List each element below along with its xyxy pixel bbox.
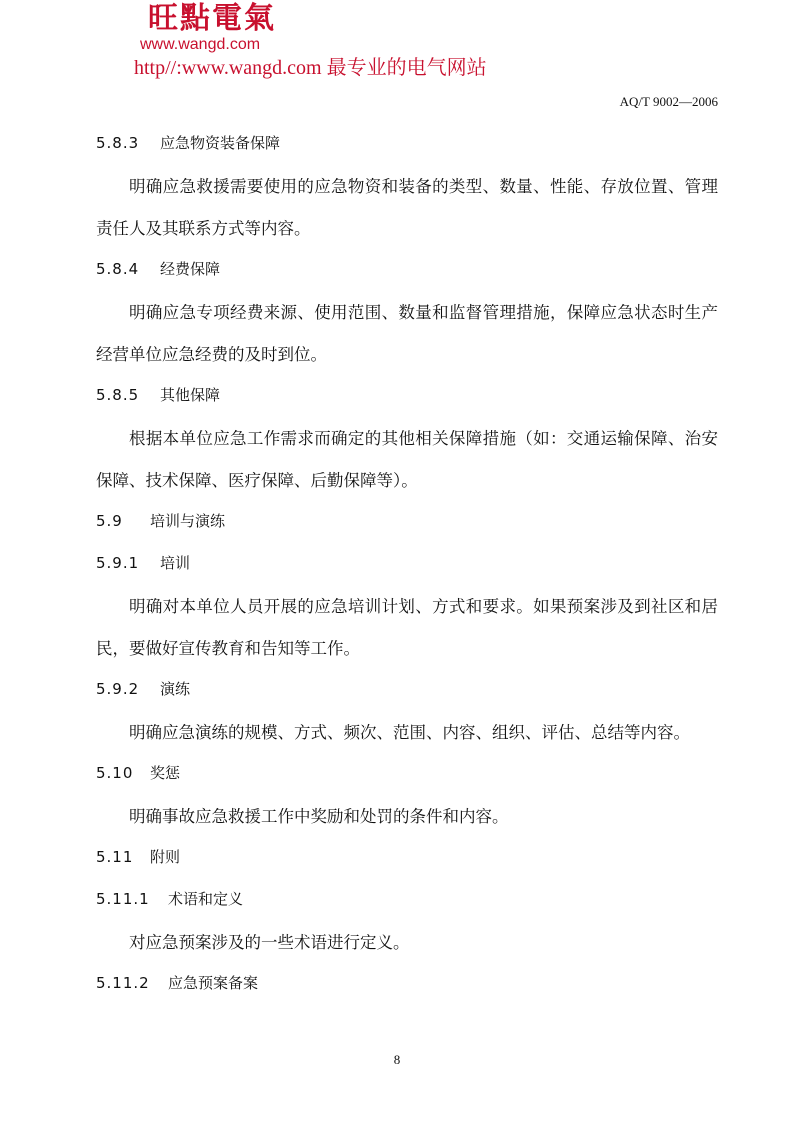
- page-number: 8: [393, 1052, 401, 1067]
- watermark-tagline: http//:www.wangd.com 最专业的电气网站: [134, 57, 487, 79]
- section-title: 奖惩: [150, 764, 181, 782]
- section-paragraph: 明确应急救援需要使用的应急物资和装备的类型、数量、性能、存放位置、管理责任人及其联系方式等内容。: [96, 177, 718, 238]
- section-title: 附则: [150, 848, 181, 866]
- section-heading: [96, 250, 718, 292]
- watermark-domain: www.wangd.com: [140, 36, 261, 53]
- section-heading: [96, 124, 718, 166]
- section-paragraph: 根据本单位应急工作需求而确定的其他相关保障措施（如：交通运输保障、治安保障、技术保障、医疗保障、后勤保障等）。: [96, 429, 718, 490]
- section-title: 培训与演练: [150, 512, 226, 530]
- watermark-logo: 旺點電氣: [148, 1, 276, 36]
- document-body: [96, 124, 718, 1006]
- section-title: 术语和定义: [168, 890, 244, 908]
- section-number: 5.8.5: [96, 386, 140, 404]
- section-paragraph: 明确应急演练的规模、方式、频次、范围、内容、组织、评估、总结等内容。: [129, 723, 690, 742]
- section-paragraph: 对应急预案涉及的一些术语进行定义。: [129, 933, 410, 952]
- section-paragraph: 明确对本单位人员开展的应急培训计划、方式和要求。如果预案涉及到社区和居民，要做好宣传教育和告知等工作。: [96, 597, 718, 658]
- section-number: 5.11.2: [96, 974, 150, 992]
- section-number: 5.9.2: [96, 680, 140, 698]
- section-title: 应急预案备案: [168, 974, 259, 992]
- section-paragraph: 明确事故应急救援工作中奖励和处罚的条件和内容。: [129, 807, 509, 826]
- section-title: 应急物资装备保障: [160, 134, 281, 152]
- section-number: 5.9.1: [96, 554, 140, 572]
- section-title: 演练: [160, 680, 191, 698]
- section-number: 5.11.1: [96, 890, 150, 908]
- section-heading: [96, 880, 718, 922]
- section-heading: [96, 670, 718, 712]
- section-number: 5.11: [96, 848, 134, 866]
- section-title: 培训: [160, 554, 191, 572]
- section-heading: [96, 376, 718, 418]
- section-number: 5.10: [96, 764, 134, 782]
- section-number: 5.9: [96, 512, 123, 530]
- section-title: 其他保障: [160, 386, 221, 404]
- standard-number: AQ/T 9002—2006: [619, 94, 718, 109]
- section-heading: [96, 838, 718, 880]
- section-number: 5.8.4: [96, 260, 140, 278]
- section-heading: [96, 754, 718, 796]
- section-paragraph: 明确应急专项经费来源、使用范围、数量和监督管理措施，保障应急状态时生产经营单位应急经费的及时到位。: [96, 303, 718, 364]
- section-heading: [96, 544, 718, 586]
- section-title: 经费保障: [160, 260, 221, 278]
- section-number: 5.8.3: [96, 134, 140, 152]
- section-heading: [96, 964, 718, 1006]
- section-heading: [96, 502, 718, 544]
